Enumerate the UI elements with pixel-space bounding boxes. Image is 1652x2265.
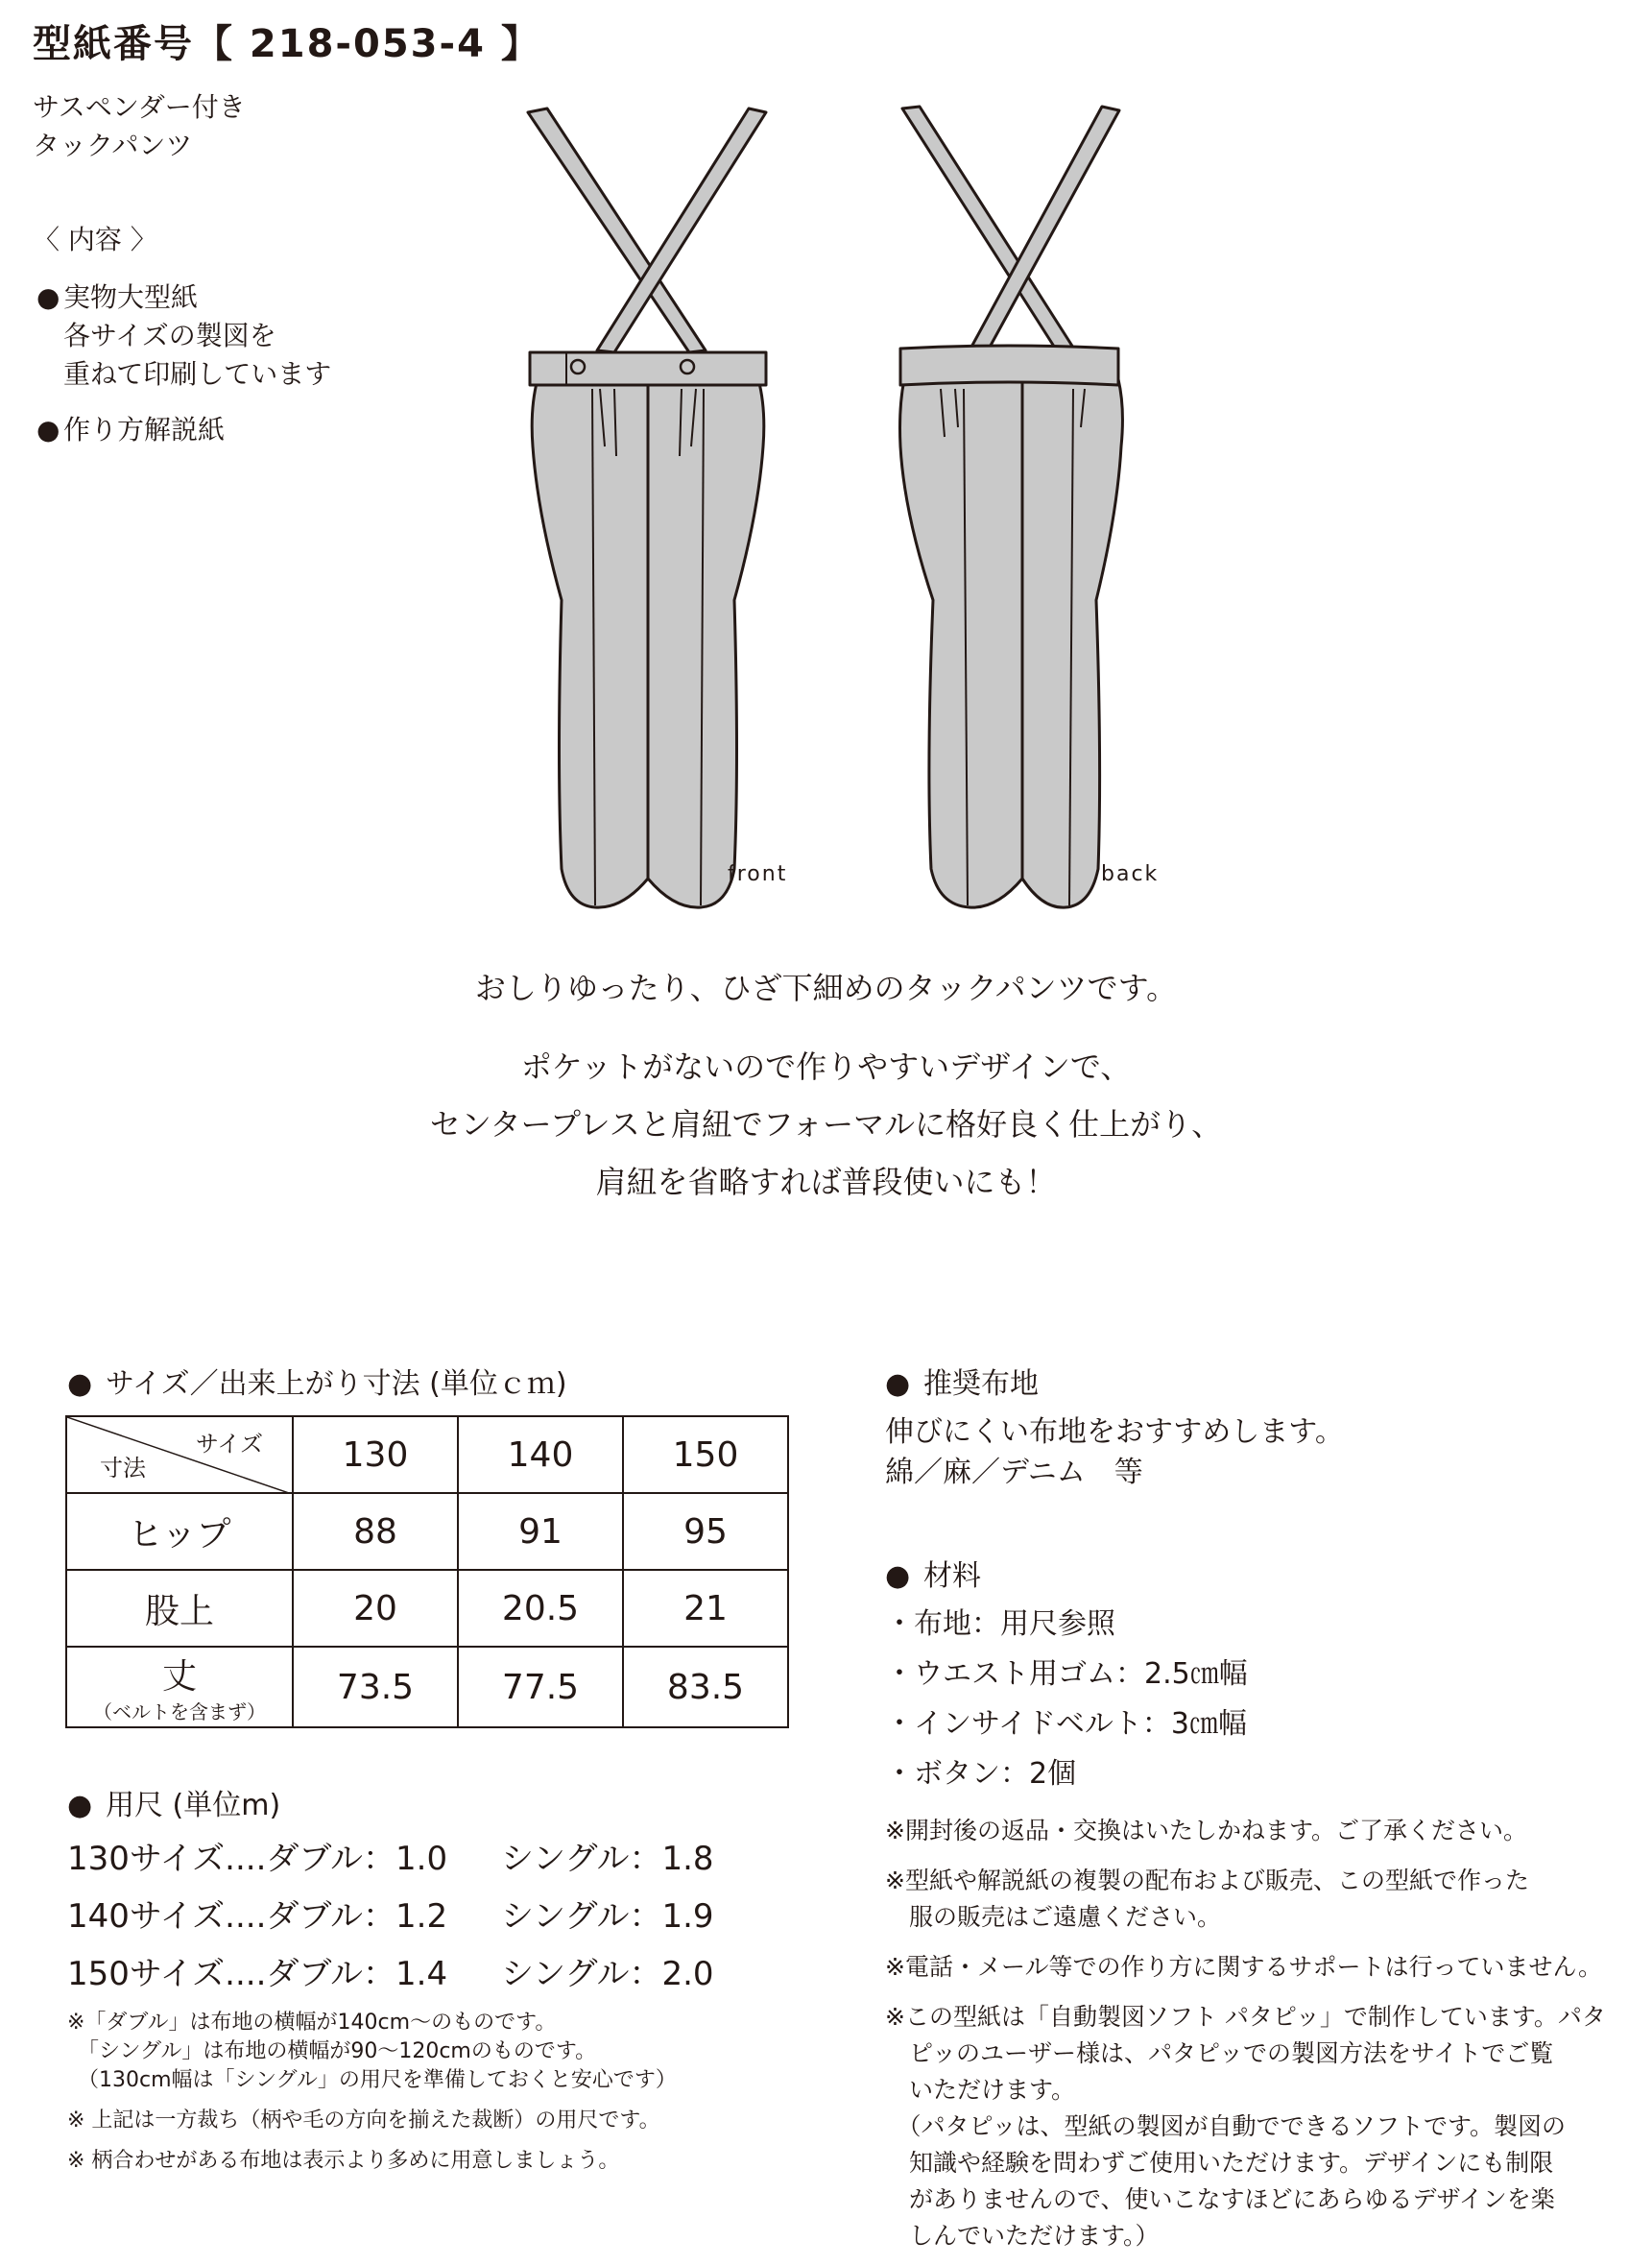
yardage-single: シングル：2.0 <box>501 1955 714 1993</box>
fabric-heading: ● 推奨布地 <box>885 1367 1039 1401</box>
description-line: センタープレスと肩紐でフォーマルに格好良く仕上がり、 <box>429 1106 1223 1143</box>
pant-leg <box>900 379 1023 907</box>
contents-item-line: 重ねて印刷しています <box>63 358 332 390</box>
size-header-cell: 150 <box>623 1416 788 1493</box>
back-view-illustration <box>883 101 1161 922</box>
yardage-row: 140サイズ....ダブル：1.2 <box>67 1897 448 1936</box>
product-name-line: サスペンダー付き <box>33 91 246 123</box>
waistband <box>900 346 1118 385</box>
table-cell: 95 <box>623 1493 788 1570</box>
yardage-row: 150サイズ....ダブル：1.4 <box>67 1955 448 1993</box>
table-cell: 88 <box>293 1493 458 1570</box>
bullet-icon: ● <box>885 1367 911 1401</box>
back-label: back <box>1101 862 1160 886</box>
waistband <box>530 352 766 385</box>
pant-leg <box>532 379 648 907</box>
row-label <box>66 1647 293 1727</box>
yardage-row: 130サイズ....ダブル：1.0 <box>67 1840 448 1878</box>
bullet-icon: ● <box>36 281 60 313</box>
notice-item: ※開封後の返品・交換はいたしかねます。ご了承ください。 <box>885 1817 1527 1844</box>
button-icon <box>681 360 694 373</box>
front-label: front <box>728 862 788 886</box>
yardage-single: シングル：1.8 <box>501 1840 714 1878</box>
table-cell: 20 <box>293 1570 458 1647</box>
notice-item: ※この型紙は「自動製図ソフト パタピッ」で制作しています。パタ ピッのユーザー様は、パタピッでの製図方法をサイトでご覧 いただけます。 （パタピッは、型紙の製図が自動でできるソフトです。製図の 知識や経験を問わずご使用いただけます。デザインにも制限 がありませんので、使いこなすほどにあらゆるデザインを楽 しんでいただけます。） <box>885 2003 1606 2250</box>
fabric-line: 伸びにくい布地をおすすめします。 <box>885 1415 1344 1449</box>
yardage-note: ※「ダブル」は布地の横幅が140cm～のものです。 「シングル」は布地の横幅が90～120cmのものです。 （130cm幅は「シングル」の用尺を準備しておくと安心です） ※ 上記は一方裁ち（柄や毛の方向を揃えた裁断）の用尺です。 ※ 柄合わせがある布地は表示より多めに用意しましょう。 <box>67 2011 677 2173</box>
bullet-icon: ● <box>67 1367 93 1401</box>
table-row <box>66 1493 788 1570</box>
material-item: ・布地：用尺参照 <box>885 1607 1115 1641</box>
table-cell: 77.5 <box>458 1647 623 1727</box>
materials-heading: ● 材料 <box>885 1559 981 1593</box>
material-item: ・ウエスト用ゴム：2.5㎝幅 <box>885 1657 1248 1691</box>
contents-item <box>36 411 225 449</box>
yardage-single: シングル：1.9 <box>501 1897 714 1936</box>
front-view-illustration <box>509 101 787 922</box>
row-label: 股上 <box>66 1570 293 1647</box>
table-cell: 91 <box>458 1493 623 1570</box>
table-header-row <box>66 1416 788 1493</box>
bullet-icon: ● <box>885 1559 911 1593</box>
notices <box>885 1813 1615 2254</box>
description-line: 肩紐を省略すれば普段使いにも！ <box>595 1164 1057 1200</box>
table-cell: 83.5 <box>623 1647 788 1727</box>
size-table-heading: ● サイズ／出来上がり寸法 (単位ｃｍ) <box>67 1367 567 1401</box>
corner-label-size: サイズ <box>195 1431 263 1458</box>
contents-item-line: 作り方解説紙 <box>63 414 226 446</box>
table-cell: 20.5 <box>458 1570 623 1647</box>
material-item: ・インサイドベルト：3㎝幅 <box>885 1707 1247 1741</box>
contents-heading: 〈 内容 〉 <box>33 224 157 255</box>
button-icon <box>571 360 585 373</box>
notice-item: ※電話・メール等での作り方に関するサポートは行っていません。 <box>885 1953 1602 1981</box>
table-cell: 73.5 <box>293 1647 458 1727</box>
description-line: ポケットがないので作りやすいデザインで、 <box>520 1048 1132 1085</box>
description-line: おしりゆったり、ひざ下細めのタックパンツです。 <box>474 970 1178 1006</box>
contents-item-line: 実物大型紙 <box>63 281 199 313</box>
table-row <box>66 1570 788 1647</box>
bullet-icon: ● <box>36 414 60 446</box>
row-label: ヒップ <box>66 1493 293 1570</box>
size-header-cell: 130 <box>293 1416 458 1493</box>
pant-leg <box>648 379 764 907</box>
size-table <box>65 1415 789 1728</box>
row-label-main: 丈 <box>161 1657 197 1697</box>
material-item: ・ボタン：2個 <box>885 1757 1077 1791</box>
size-header-cell: 140 <box>458 1416 623 1493</box>
table-corner-cell <box>66 1416 293 1493</box>
product-name <box>33 88 246 165</box>
row-label-note: （ベルトを含まず） <box>93 1700 266 1723</box>
pattern-number-title: 型紙番号【 218-053-4 】 <box>33 22 541 66</box>
table-cell: 21 <box>623 1570 788 1647</box>
bullet-icon: ● <box>67 1789 93 1822</box>
corner-label-measure: 寸法 <box>100 1455 146 1482</box>
contents-item-line: 各サイズの製図を <box>63 320 276 351</box>
contents-item <box>36 278 331 394</box>
fabric-line: 綿／麻／デニム 等 <box>885 1456 1143 1489</box>
yardage-heading: ● 用尺 (単位m) <box>67 1789 281 1822</box>
notice-item: ※型紙や解説紙の複製の配布および販売、この型紙で作った 服の販売はご遠慮ください。 <box>885 1867 1529 1931</box>
product-name-line: タックパンツ <box>33 130 193 161</box>
table-row <box>66 1647 788 1727</box>
